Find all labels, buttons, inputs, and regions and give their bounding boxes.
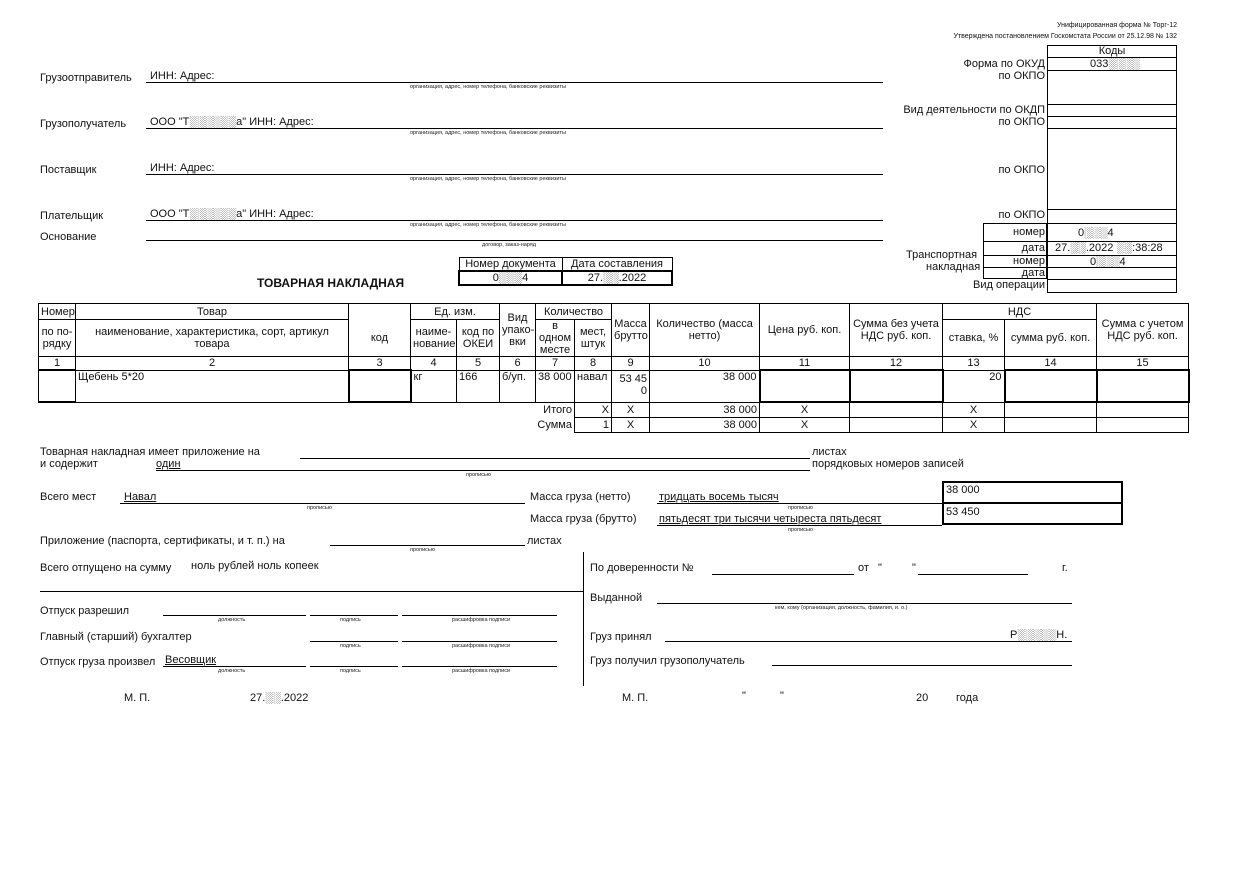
propisyu-hint-4: прописью: [788, 527, 813, 533]
position-hint-3: должность: [218, 668, 246, 674]
waybill-number-label: номер: [1013, 255, 1045, 267]
h-vat-sum: сумма руб. коп.: [1005, 320, 1097, 357]
mp-left: М. П.: [124, 692, 151, 704]
doc-date-header: Дата составления: [562, 258, 672, 272]
doc-date-value: 27.░░.2022: [562, 271, 672, 285]
supplier-value: ИНН: Адрес:: [150, 162, 215, 174]
right-year-word: года: [956, 692, 979, 704]
shipper-value: ИНН: Адрес:: [150, 70, 215, 82]
appendix-sheets: листах: [812, 446, 847, 458]
summa-gross: X: [612, 417, 650, 432]
basis-hint: договор, заказ-наряд: [482, 242, 536, 248]
from-label: от: [858, 562, 869, 574]
doc-number-table: [458, 257, 673, 286]
net-box-value: 38 000: [946, 484, 980, 496]
chief-accountant-label: Главный (старший) бухгалтер: [40, 631, 192, 643]
basis-label: Основание: [40, 231, 97, 243]
codes-header: Коды: [1098, 45, 1126, 57]
number-label: номер: [1013, 226, 1045, 238]
goods-table: [38, 303, 1190, 433]
col-num-5: 5: [457, 357, 500, 371]
h-pack: Вид упако-вки: [500, 304, 536, 357]
propisyu-hint-2: прописью: [307, 505, 332, 511]
table-row: [39, 370, 1189, 402]
row-pack: б/уп.: [500, 370, 536, 402]
right-quote-close: ": [780, 690, 784, 702]
signature-hint-3: подпись: [340, 668, 361, 674]
itogo-gross: X: [612, 402, 650, 417]
contains-value: один: [156, 458, 181, 470]
cargo-received-label: Груз получил грузополучатель: [590, 655, 745, 667]
col-num-6: 6: [500, 357, 536, 371]
cargo-accepted-label: Груз принял: [590, 631, 652, 643]
decode-hint-3: расшифровка подписи: [452, 668, 511, 674]
itogo-row: [39, 402, 1189, 417]
col-num-14: 14: [1005, 357, 1097, 371]
row-net: 38 000: [650, 370, 760, 402]
operation-label: Вид операции: [973, 279, 1045, 291]
doc-num-header: Номер документа: [459, 258, 562, 272]
h-in-one: в одном месте: [536, 320, 575, 357]
released-by-label: Отпуск груза произвел: [40, 656, 156, 668]
consignee-value: ООО "Т░░░░░░а" ИНН: Адрес:: [150, 116, 314, 128]
itogo-places: X: [575, 402, 612, 417]
records-label: порядковых номеров записей: [812, 458, 964, 470]
doc-num-value: 0░░░4: [459, 271, 562, 285]
col-num-11: 11: [760, 357, 850, 371]
released-sum-label: Всего отпущено на сумму: [40, 562, 172, 574]
okud-label: Форма по ОКУД: [963, 58, 1045, 70]
decode-hint-2: расшифровка подписи: [452, 643, 511, 649]
col-num-9: 9: [612, 357, 650, 371]
col-num-15: 15: [1097, 357, 1189, 371]
col-num-13: 13: [943, 357, 1005, 371]
h-num: Номер: [39, 304, 76, 320]
consignee-label: Грузополучатель: [40, 118, 127, 130]
supplier-hint: организация, адрес, номер телефона, банковские реквизиты: [410, 176, 566, 182]
itogo-price: X: [760, 402, 850, 417]
itogo-rate: X: [943, 402, 1005, 417]
summa-price: X: [760, 417, 850, 432]
summa-row: [39, 417, 1189, 432]
summa-label: Сумма: [39, 417, 575, 432]
okdp-label: Вид деятельности по ОКДП: [903, 104, 1045, 116]
quote-close: ": [912, 562, 916, 574]
left-date: 27.░░.2022: [250, 692, 309, 704]
supplier-label: Поставщик: [40, 164, 97, 176]
right-quote-open: ": [742, 690, 746, 702]
row-in-one: 38 000: [536, 370, 575, 402]
form-code-line: Унифицированная форма № Торг-12: [1056, 22, 1177, 29]
position-hint-1: должность: [218, 617, 246, 623]
col-num-12: 12: [850, 357, 943, 371]
form-approval-line: Утверждена постановлением Госкомстата России от 25.12.98 № 132: [953, 33, 1177, 40]
attach-sheets: листах: [527, 535, 562, 547]
summa-net: 38 000: [650, 417, 760, 432]
consignee-hint: организация, адрес, номер телефона, банковские реквизиты: [410, 130, 566, 136]
appendix-label: Товарная накладная имеет приложение на: [40, 446, 260, 458]
okud-value: 033░░░░: [1090, 58, 1140, 70]
signature-hint-2: подпись: [340, 643, 361, 649]
okpo-label-2: по ОКПО: [998, 116, 1045, 128]
itogo-label: Итого: [39, 402, 575, 417]
h-qty: Количество: [536, 304, 612, 320]
row-unit: кг: [411, 370, 457, 402]
okpo-label-4: по ОКПО: [998, 209, 1045, 221]
col-num-4: 4: [411, 357, 457, 371]
row-gross: 53 450: [612, 370, 650, 402]
total-places-label: Всего мест: [40, 491, 97, 503]
h-unit-name: наиме-нование: [411, 320, 457, 357]
h-net: Количество (масса нетто): [650, 304, 760, 357]
waybill-label: накладная: [926, 261, 981, 273]
released-sum-value: ноль рублей ноль копеек: [191, 560, 319, 572]
col-num-7: 7: [536, 357, 575, 371]
issued-label: Выданной: [590, 592, 643, 604]
propisyu-hint-3: прописью: [788, 505, 813, 511]
shipper-hint: организация, адрес, номер телефона, банковские реквизиты: [410, 84, 566, 90]
h-goods: Товар: [76, 304, 349, 320]
h-sum-no-vat: Сумма без учета НДС руб. коп.: [850, 304, 943, 357]
right-year: 20: [916, 692, 929, 704]
year-g: г.: [1062, 562, 1068, 574]
okpo-label-1: по ОКПО: [998, 70, 1045, 82]
quote-open: ": [878, 562, 882, 574]
col-num-10: 10: [650, 357, 760, 371]
gross-words: пятьдесят три тысячи четыреста пятьдесят: [659, 513, 882, 525]
date-label: дата: [1021, 242, 1045, 254]
payer-label: Плательщик: [40, 210, 104, 222]
h-unit: Ед. изм.: [411, 304, 500, 320]
contains-label: и содержит: [40, 458, 98, 470]
net-label: Масса груза (нетто): [530, 491, 631, 503]
doc-title: ТОВАРНАЯ НАКЛАДНАЯ: [257, 276, 405, 290]
issued-hint: кем, кому (организация, должность, фамилия, и. о.): [775, 605, 908, 611]
row-okei: 166: [457, 370, 500, 402]
shipper-label: Грузоотправитель: [40, 72, 132, 84]
transport-label: Транспортная: [906, 249, 978, 261]
itogo-net: 38 000: [650, 402, 760, 417]
summa-rate: X: [943, 417, 1005, 432]
row-name: Щебень 5*20: [76, 370, 349, 402]
h-vat: НДС: [943, 304, 1097, 320]
released-by-value: Весовщик: [165, 654, 217, 666]
h-total: Сумма с учетом НДС руб. коп.: [1097, 304, 1189, 357]
release-allowed-label: Отпуск разрешил: [40, 605, 130, 617]
waybill-date-label: дата: [1021, 267, 1045, 279]
okpo-label-3: по ОКПО: [998, 164, 1045, 176]
cargo-accepted-value: Р░░░░░Н.: [1010, 629, 1068, 641]
col-num-3: 3: [349, 357, 411, 371]
h-rate: ставка, %: [943, 320, 1005, 357]
proxy-label: По доверенности №: [590, 562, 694, 574]
payer-hint: организация, адрес, номер телефона, банковские реквизиты: [410, 222, 566, 228]
col-num-2: 2: [76, 357, 349, 371]
h-places: мест, штук: [575, 320, 612, 357]
transport-date-value: 27.░░.2022 ░░:38:28: [1055, 242, 1163, 254]
mp-right: М. П.: [622, 692, 649, 704]
waybill-number-value: 0░░░4: [1090, 256, 1126, 268]
summa-places: 1: [575, 417, 612, 432]
row-rate: 20: [943, 370, 1005, 402]
signature-hint-1: подпись: [340, 617, 361, 623]
h-okei: код по ОКЕИ: [457, 320, 500, 357]
gross-label: Масса груза (брутто): [530, 513, 637, 525]
propisyu-hint-1: прописью: [466, 472, 491, 478]
col-num-8: 8: [575, 357, 612, 371]
propisyu-hint-5: прописью: [410, 547, 435, 553]
h-gross: Масса брутто: [612, 304, 650, 357]
gross-box-value: 53 450: [946, 506, 980, 518]
payer-value: ООО "Т░░░░░░а" ИНН: Адрес:: [150, 208, 314, 220]
h-code: код: [349, 320, 411, 357]
transport-number-value: 0░░░4: [1078, 227, 1114, 239]
row-places: навал: [575, 370, 612, 402]
net-words: тридцать восемь тысяч: [659, 491, 779, 503]
h-goods-name: наименование, характеристика, сорт, артикул товара: [76, 320, 349, 357]
col-num-1: 1: [39, 357, 76, 371]
h-price: Цена руб. коп.: [760, 304, 850, 357]
h-num2: по по-рядку: [39, 320, 76, 357]
attach-label: Приложение (паспорта, сертификаты, и т. п.) на: [40, 535, 285, 547]
total-places-value: Навал: [124, 491, 157, 503]
decode-hint-1: расшифровка подписи: [452, 617, 511, 623]
